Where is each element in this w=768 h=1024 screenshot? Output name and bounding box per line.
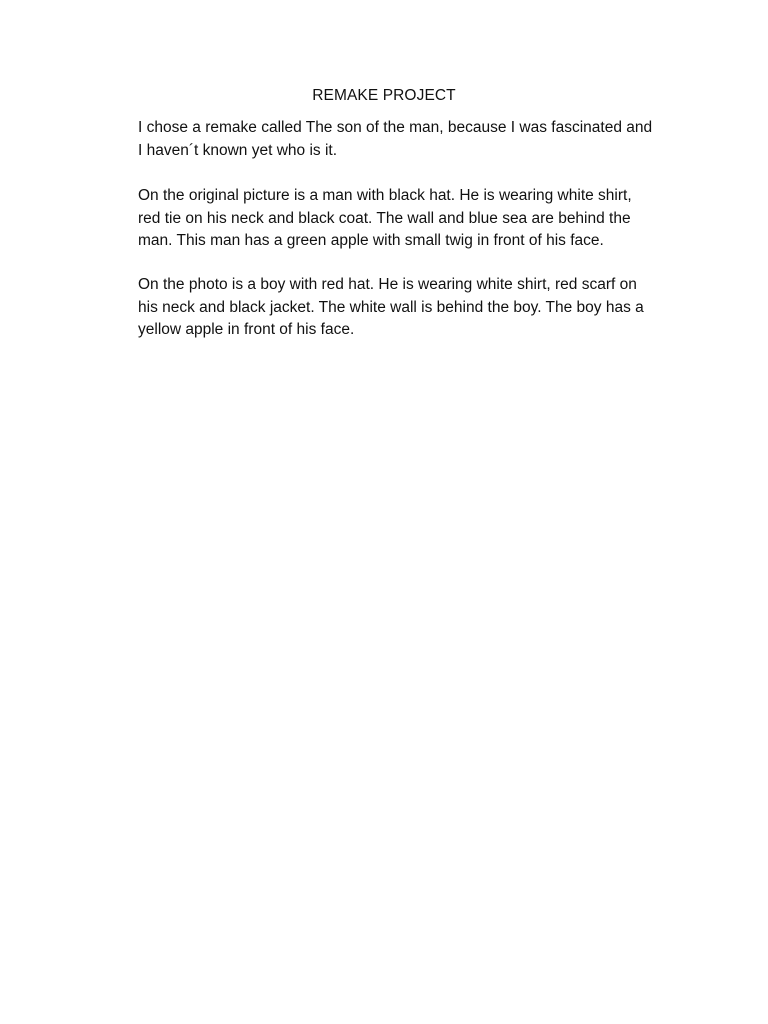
paragraph-line: red tie on his neck and black coat. The wall and blue sea are behind the [138,209,631,227]
paragraph-original-picture [138,185,678,253]
paragraph-line: yellow apple in front of his face. [138,321,355,338]
paragraph-line: On the original picture is a man with black hat. He is wearing white shirt, [138,187,632,204]
paragraph-intro [138,117,678,162]
document-title: REMAKE PROJECT [312,87,456,104]
paragraph-line: On the photo is a boy with red hat. He is wearing white shirt, red scarf on [138,276,637,293]
paragraph-line: I haven´t known yet who is it. [138,141,338,159]
paragraph-line: his neck and black jacket. The white wall is behind the boy. The boy has a [138,298,644,316]
paragraph-photo [138,274,678,342]
paragraph-line: man. This man has a green apple with small twig in front of his face. [138,232,604,249]
paragraph-line: I chose a remake called The son of the man, because I was fascinated and [138,119,653,136]
